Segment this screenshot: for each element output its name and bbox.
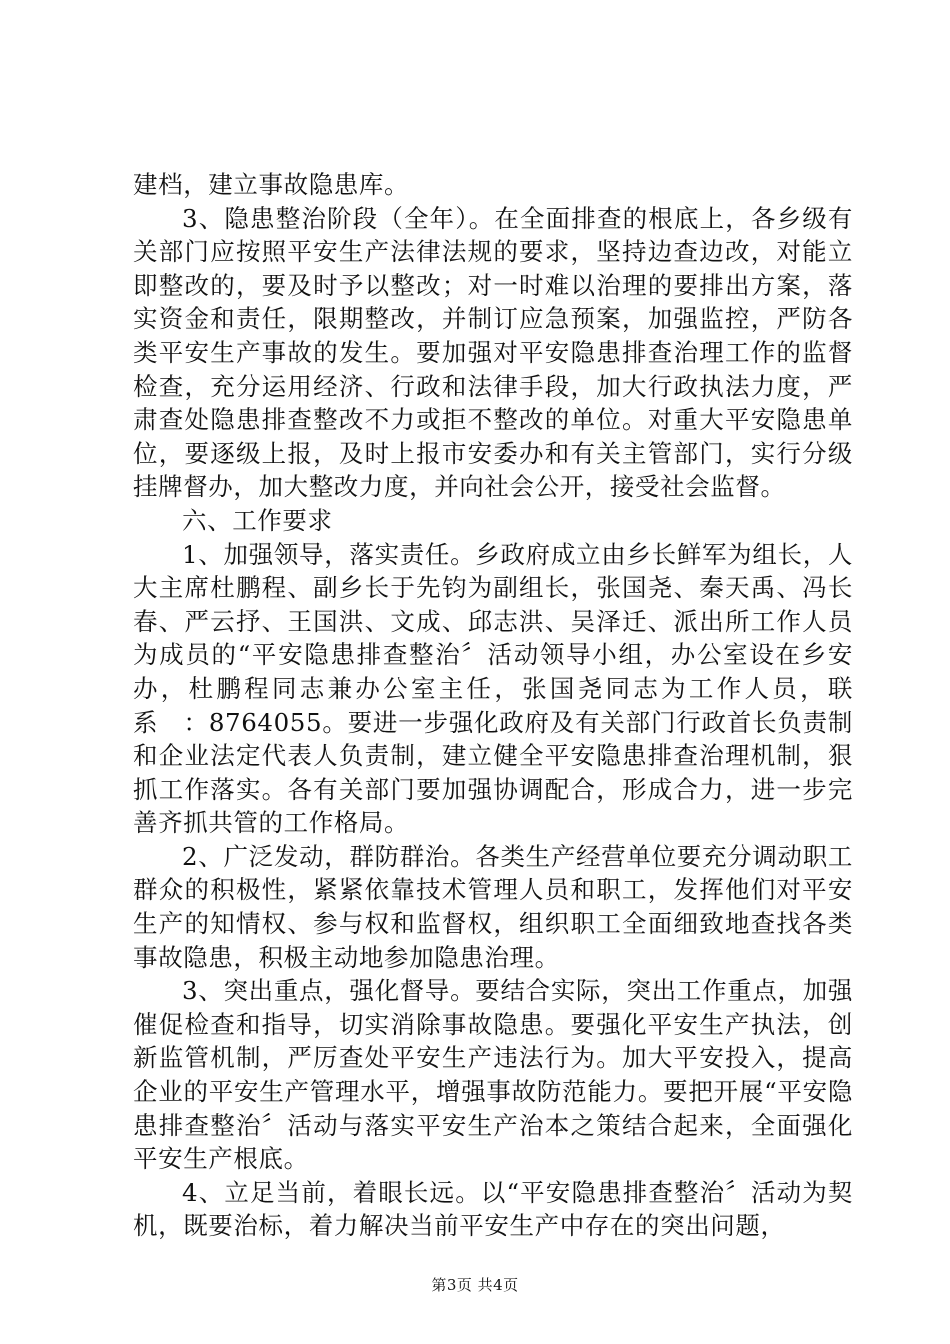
page-number-footer: 第3页 共4页	[431, 1276, 519, 1294]
document-body	[133, 168, 853, 1243]
paragraph-4: 2、广泛发动，群防群治。各类生产经营单位要充分调动职工群众的积极性，紧紧依靠技术管理人员和职工，发挥他们对平安生产的知情权、参与权和监督权，组织职工全面细致地查找各类事故隐患，积极主动地参加隐患治理。	[133, 841, 853, 972]
paragraph-1: 建档，建立事故隐患库。	[133, 170, 410, 199]
paragraph-6: 4、立足当前，着眼长远。以“平安隐患排查整治〞活动为契机，既要治标，着力解决当前平安生产中存在的突出问题，	[133, 1177, 853, 1241]
section-heading: 六、工作要求	[182, 505, 333, 535]
paragraph-3: 1、加强领导，落实责任。乡政府成立由乡长鲜军为组长，人大主席杜鹏程、副乡长于先钧为副组长，张国尧、秦天禹、冯长春、严云抒、王国洪、文成、邱志洪、吴泽迁、派出所工作人员为成员的“平安隐患排查整治〞活动领导小组，办公室设在乡安办，杜鹏程同志兼办公室主任，张国尧同志为工作人员，联系 ：8764055。要进一步强化政府及有关部门行政首长负责制和企业法定代表人负责制，建立健全平安隐患排查治理机制，狠抓工作落实。各有关部门要加强协调配合，形成合力，进一步完善齐抓共管的工作格局。	[133, 539, 853, 838]
paragraph-2: 3、隐患整治阶段（全年）。在全面排查的根底上，各乡级有关部门应按照平安生产法律法规的要求，坚持边查边改，对能立即整改的，要及时予以整改；对一时难以治理的要排出方案，落实资金和责任，限期整改，并制订应急预案，加强监控，严防各类平安生产事故的发生。要加强对平安隐患排查治理工作的监督检查，充分运用经济、行政和法律手段，加大行政执法力度，严肃查处隐患排查整改不力或拒不整改的单位。对重大平安隐患单位，要逐级上报，及时上报市安委办和有关主管部门，实行分级挂牌督办，加大整改力度，并向社会公开，接受社会监督。	[133, 203, 853, 502]
paragraph-5: 3、突出重点，强化督导。要结合实际，突出工作重点，加强催促检查和指导，切实消除事故隐患。要强化平安生产执法，创新监管机制，严厉查处平安生产违法行为。加大平安投入，提高企业的平安生产管理水平，增强事故防范能力。要把开展“平安隐患排查整治〞活动与落实平安生产治本之策结合起来，全面强化平安生产根底。	[133, 976, 853, 1174]
